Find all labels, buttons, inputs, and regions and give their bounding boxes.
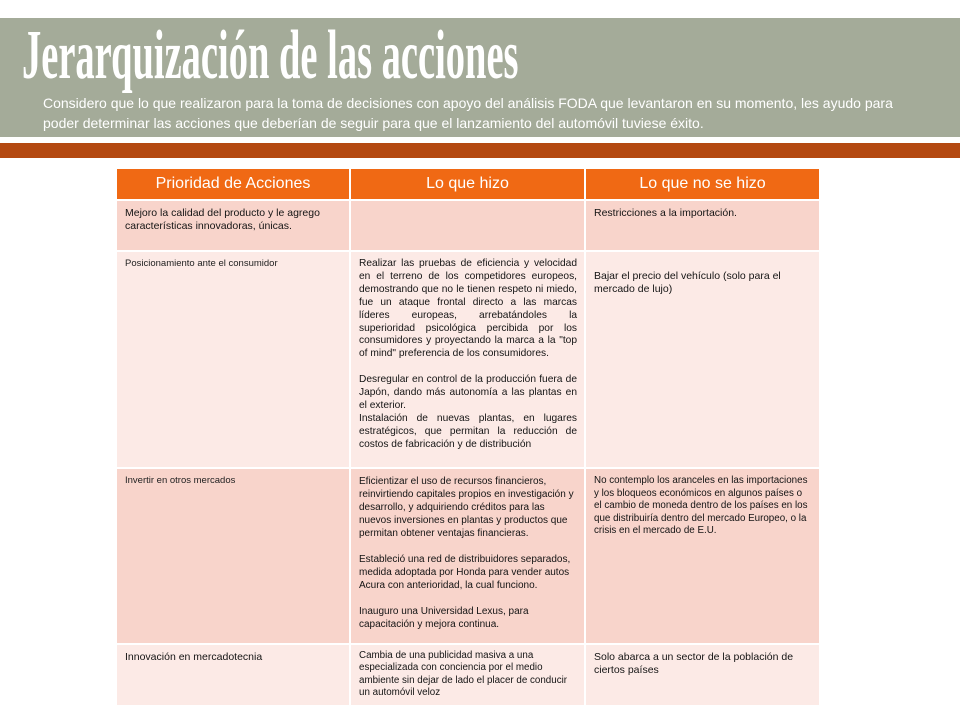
cell-paragraph: Realizar las pruebas de eficiencia y velocidad en el terreno de los competidores europeos, demostrando que no le tienen respeto ni miedo, fue un ataque frontal directo a las marcas líderes europeas, arrebatándoles la superioridad psicológica percibida por los consumidores y proyectando la marca a la "top of mind" preferencia de los consumidores. — [359, 258, 577, 360]
cell-paragraph: Cambia de una publicidad masiva a una especializada con conciencia por el medio ambiente sin dejar de lado el placer de conducir un automóvil veloz — [359, 650, 568, 698]
cell-lo-que-hizo — [351, 645, 584, 705]
slide-intro-text: Considero que lo que realizaron para la toma de decisiones con apoyo del análisis FODA que levantaron en su momento, les ayudo para poder determinar las acciones que deberían de seguir para que el lanzamiento del automóvil tuviese éxito. — [43, 95, 893, 131]
cell-prioridad — [117, 252, 349, 467]
column-header-lo-que-hizo: Lo que hizo — [351, 169, 584, 199]
cell-text: Mejoro la calidad del producto y le agrego características innovadoras, únicas. — [125, 207, 320, 232]
cell-text: Invertir en otros mercados — [125, 475, 236, 486]
cell-lo-que-hizo — [351, 252, 584, 467]
cell-paragraph: Inauguro una Universidad Lexus, para capacitación y mejora continua. — [359, 606, 529, 630]
cell-lo-que-hizo — [351, 469, 584, 643]
cell-text: Restricciones a la importación. — [594, 207, 737, 219]
cell-paragraph: Estableció una red de distribuidores separados, medida adoptada por Honda para vender autos Acura con anterioridad, la cual funciono. — [359, 554, 571, 591]
cell-text: Solo abarca a un sector de la población de ciertos países — [594, 651, 794, 676]
cell-prioridad — [117, 469, 349, 643]
cell-text: Posicionamiento ante el consumidor — [125, 258, 278, 269]
cell-lo-que-no-se-hizo — [586, 469, 819, 643]
cell-lo-que-no-se-hizo — [586, 252, 819, 467]
actions-table — [117, 169, 819, 705]
column-header-lo-que-no-se-hizo: Lo que no se hizo — [586, 169, 819, 199]
cell-paragraph: Eficientizar el uso de recursos financieros, reinvirtiendo capitales propios en investigación y desarrollo, y adquiriendo créditos para las nuevos inversiones en plantas y productos que permitan obtener ventajas financieras. — [359, 476, 574, 539]
cell-lo-que-no-se-hizo — [586, 645, 819, 705]
cell-text: Innovación en mercadotecnia — [125, 651, 263, 663]
cell-paragraph: Desregular en control de la producción fuera de Japón, dando más autonomía a las plantas en el exterior. — [359, 374, 577, 412]
cell-lo-que-no-se-hizo — [586, 201, 819, 250]
cell-text: Bajar el precio del vehículo (solo para el mercado de lujo) — [594, 270, 781, 295]
slide-title: Jerarquización de las acciones — [22, 17, 519, 94]
cell-paragraph: Instalación de nuevas plantas, en lugares estratégicos, que permitan la reducción de costos de fabricación y de distribución — [359, 412, 577, 450]
cell-prioridad — [117, 201, 349, 250]
accent-divider-bar — [0, 143, 960, 158]
cell-prioridad — [117, 645, 349, 705]
cell-text: No contemplo los aranceles en las importaciones y los bloqueos económicos en algunos países o el cambio de moneda dentro de los países en los que distribuiría dentro del mercado Europeo, o la crisis en el mercado de E.U. — [594, 475, 808, 537]
cell-lo-que-hizo — [351, 201, 584, 250]
column-header-prioridad: Prioridad de Acciones — [117, 169, 349, 199]
